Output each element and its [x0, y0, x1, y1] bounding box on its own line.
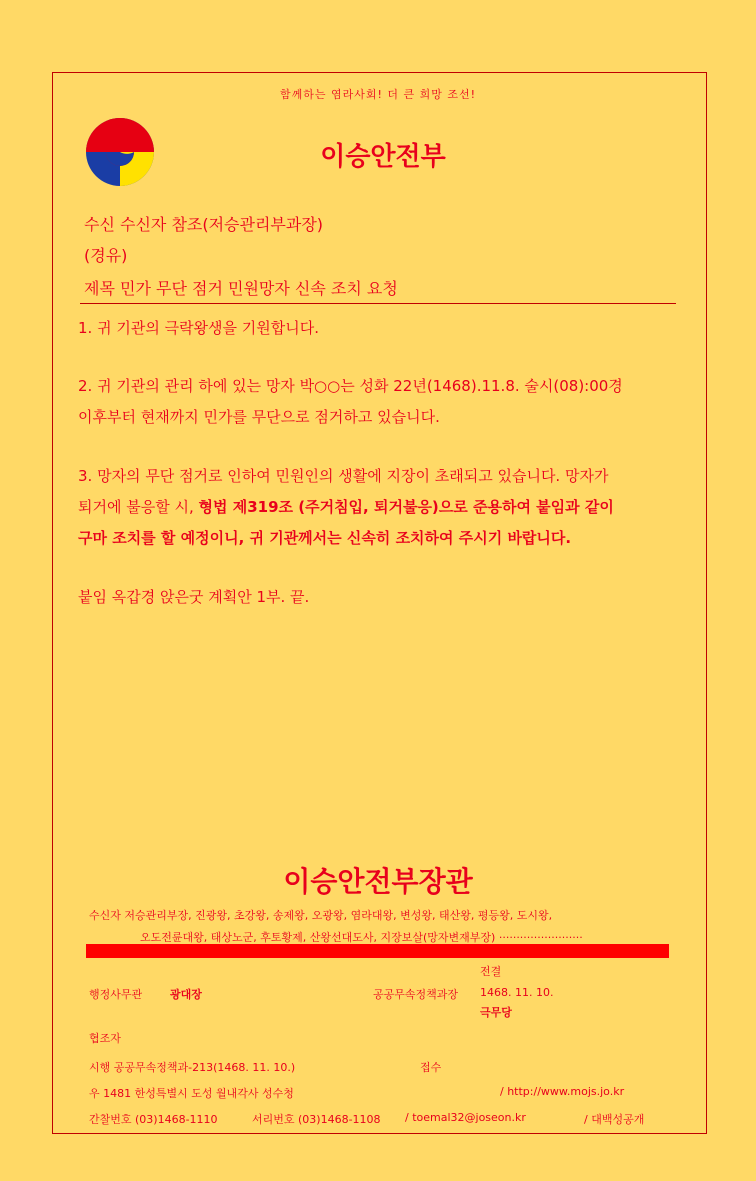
final-approval-label: 전결 — [480, 965, 502, 978]
dept-name: 극무당 — [480, 1006, 512, 1019]
paragraph-2-line-1: 2. 귀 기관의 관리 하에 있는 망자 박○○는 성화 22년(1468).11.8. 술시(08):00경 — [78, 377, 623, 395]
paragraph-3-line-1: 3. 망자의 무단 점거로 인하여 민원인의 생활에 지장이 초래되고 있습니다. 망자가 — [78, 467, 609, 485]
attachment-line: 붙임 옥갑경 앉은굿 계획안 1부. 끝. — [78, 588, 310, 606]
paragraph-3-line-2-normal: 퇴거에 불응할 시, — [78, 498, 199, 516]
organization-title: 이승안전부 — [320, 142, 446, 172]
officer-name: 광대장 — [170, 988, 202, 1001]
subject-divider — [80, 303, 676, 304]
signature-title: 이승안전부장관 — [283, 865, 473, 898]
red-divider-bar — [86, 944, 669, 958]
recipients-line-2: 오도전륜대왕, 태상노군, 후토황제, 산왕선대도사, 지장보살(망자변재부장) ························ — [140, 931, 583, 944]
slogan: 함께하는 염라사회! 더 큰 희망 조선! — [279, 88, 477, 101]
fax-number: 서리번호 (03)1468-1108 — [252, 1113, 381, 1126]
paragraph-3-line-2-bold: 형법 제319조 (주거침입, 퇴거불응)으로 준용하여 붙임과 같이 — [198, 498, 614, 516]
paragraph-2-line-2: 이후부터 현재까지 민가를 무단으로 점거하고 있습니다. — [78, 408, 440, 426]
subject-line: 제목 민가 무단 점거 민원망자 신속 조치 요청 — [84, 279, 398, 298]
paragraph-1: 1. 귀 기관의 극락왕생을 기원합니다. — [78, 319, 320, 337]
via-line: (경유) — [84, 246, 128, 265]
email-address[interactable]: / toemal32@joseon.kr — [405, 1111, 526, 1124]
cooperator-label: 협조자 — [89, 1032, 121, 1045]
dept-title: 공공무속정책과장 — [373, 988, 459, 1001]
paragraph-3-line-3: 구마 조치를 할 예정이니, 귀 기관께서는 신속히 조치하여 주시기 바랍니다. — [78, 529, 572, 547]
officer-title: 행정사무관 — [89, 988, 143, 1001]
recipients-line-1: 수신자 저승관리부장, 진광왕, 초강왕, 송제왕, 오광왕, 염라대왕, 변성왕, 태산왕, 평등왕, 도시왕, — [89, 909, 553, 922]
recipient-line: 수신 수신자 참조(저승관리부과장) — [84, 215, 324, 234]
website-link[interactable]: / http://www.mojs.jo.kr — [500, 1085, 625, 1098]
enforcement-line: 시행 공공무속정책과-213(1468. 11. 10.) — [89, 1061, 296, 1074]
receipt-label: 접수 — [420, 1061, 442, 1074]
telephone-number: 간찰번호 (03)1468-1110 — [89, 1113, 218, 1126]
paragraph-3-line-2 — [78, 496, 614, 517]
approval-date: 1468. 11. 10. — [480, 986, 554, 999]
address-line: 우 1481 한성특별시 도성 월내각사 성수청 — [89, 1087, 294, 1100]
disclosure-status: / 대백성공개 — [584, 1113, 645, 1126]
